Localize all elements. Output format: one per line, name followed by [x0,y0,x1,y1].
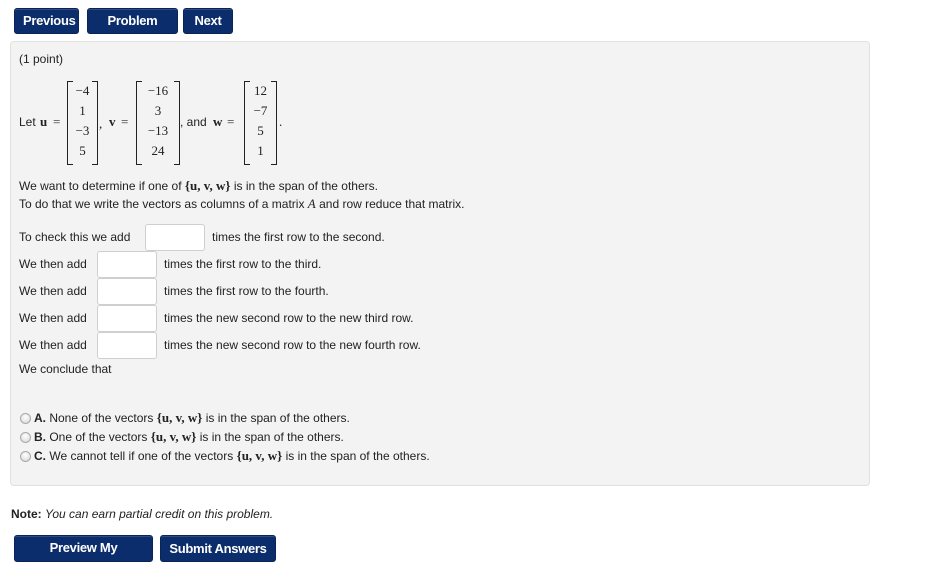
v-entry: 24 [151,143,165,158]
choice-letter: B. [34,430,46,444]
choice-c-radio[interactable] [20,451,31,462]
choice-pre: None of the vectors [49,411,154,425]
vector-w [244,81,277,165]
choice-letter: A. [34,411,46,425]
intro-text: We want to determine if one of [19,179,182,193]
u-entry: 5 [79,143,86,158]
intro-text: To do that we write the vectors as columns of a matrix [19,197,305,211]
w-label: w [213,114,223,129]
and-text: , and [180,115,207,129]
submit-answers-button[interactable]: Submit Answers [160,535,276,562]
choice-post: is in the span of the others. [285,449,430,463]
choice-pre: One of the vectors [49,430,148,444]
vector-u [67,81,98,165]
step-1-prefix: To check this we add [19,230,131,244]
w-entry: 12 [254,83,267,98]
v-label: v [109,114,116,129]
choice-letter: C. [34,449,46,463]
w-equals: = [227,114,235,129]
step-3-answer-input[interactable] [97,278,157,305]
let-text: Let [19,115,36,129]
period: . [279,114,283,129]
previous-button[interactable]: Previous [14,8,79,34]
note-label: Note: [11,507,42,521]
note-text: You can earn partial credit on this problem. [45,507,274,521]
intro-line-1 [19,178,378,194]
step-4-answer-input[interactable] [97,305,157,332]
step-2-answer-input[interactable] [97,251,157,278]
u-label: u [40,114,48,129]
preview-answers-button[interactable]: Preview My Answers [14,535,153,562]
choice-c-text [34,448,430,464]
choice-a-radio[interactable] [20,413,31,424]
step-4-suffix: times the new second row to the new third row. [164,311,414,325]
step-1-answer-input[interactable] [145,224,205,251]
w-entry: 5 [257,123,264,138]
v-equals: = [121,114,129,129]
u-entry: 1 [79,103,86,118]
conclude-text: We conclude that [19,362,112,376]
choice-pre: We cannot tell if one of the vectors [49,449,234,463]
choice-a-text [34,410,350,426]
step-3-suffix: times the first row to the fourth. [164,284,329,298]
choice-b-text [34,429,344,445]
choice-post: is in the span of the others. [199,430,344,444]
step-2-prefix: We then add [19,257,87,271]
next-button[interactable]: Next [183,8,233,34]
intro-text: is in the span of the others. [233,179,378,193]
step-2-suffix: times the first row to the third. [164,257,322,271]
intro-text: and row reduce that matrix. [319,197,465,211]
vector-set: {u, v, w} [156,410,203,425]
step-3-prefix: We then add [19,284,87,298]
v-entry: −13 [147,123,169,138]
problem-list-button[interactable]: Problem [87,8,178,34]
vector-set: {u, v, w} [150,429,197,444]
u-equals: = [53,114,61,129]
v-entry: −16 [147,83,169,98]
vector-set: {u, v, w} [236,448,283,463]
vector-set: {u, v, w} [184,178,231,193]
u-entry: −3 [75,123,90,138]
w-entry: 1 [257,143,264,158]
points-label: (1 point) [19,52,64,66]
choice-b-radio[interactable] [20,432,31,443]
step-5-suffix: times the new second row to the new fourth row. [164,338,421,352]
v-entry: 3 [154,103,162,118]
step-5-prefix: We then add [19,338,87,352]
step-1-suffix: times the first row to the second. [212,230,385,244]
vector-v [136,81,180,165]
comma: , [99,116,103,131]
choice-post: is in the span of the others. [205,411,350,425]
step-4-prefix: We then add [19,311,87,325]
intro-line-2 [19,196,465,212]
step-5-answer-input[interactable] [97,332,157,359]
note [11,507,273,521]
u-entry: −4 [75,83,90,98]
matrix-name: A [307,196,316,211]
w-entry: −7 [253,103,268,118]
